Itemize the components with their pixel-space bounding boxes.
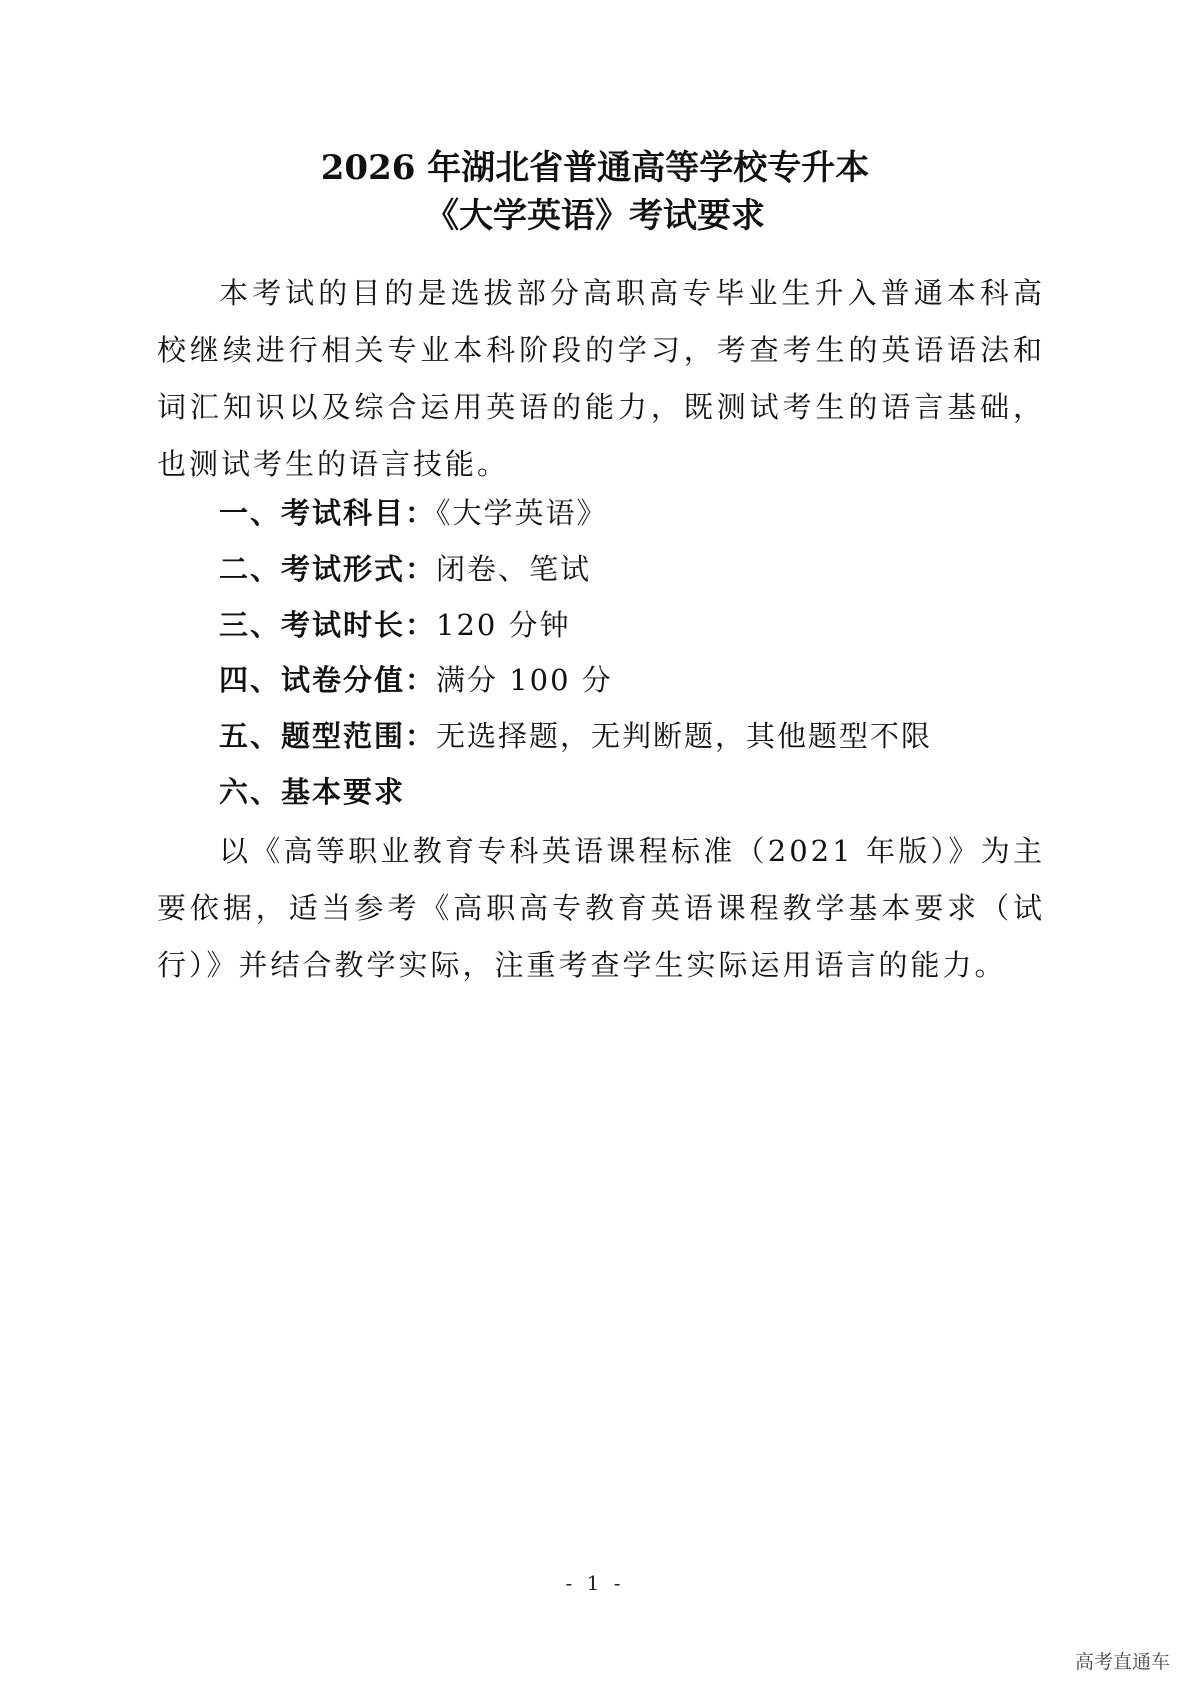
exam-format-label: 二、考试形式： <box>219 552 437 586</box>
page-number: - 1 - <box>565 1571 625 1595</box>
exam-subject-value: 《大学英语》 <box>436 496 608 530</box>
exam-format-item <box>219 549 591 589</box>
question-types-label: 五、题型范围： <box>219 719 437 753</box>
exam-score-value: 满分 100 分 <box>436 663 613 697</box>
exam-duration-label: 三、考试时长： <box>219 608 437 642</box>
question-types-item <box>219 716 932 756</box>
intro-paragraph: 本考试的目的是选拔部分高职高专毕业生升入普通本科高校继续进行相关专业本科阶段的学习，考查考生的英语语法和词汇知识以及综合运用英语的能力，既测试考生的语言基础，也测试考生的语言技能。 <box>157 276 1045 481</box>
question-types-value: 无选择题，无判断题，其他题型不限 <box>436 719 933 753</box>
watermark: 高考直通车 <box>1074 1651 1170 1673</box>
basic-requirements-label: 六、基本要求 <box>219 775 406 809</box>
document-title-line-1: 2026 年湖北省普通高等学校专升本 <box>320 148 870 188</box>
exam-subject-item <box>219 493 608 533</box>
exam-format-value: 闭卷、笔试 <box>436 552 592 586</box>
basis-paragraph: 以《高等职业教育专科英语课程标准（2021 年版）》为主要依据，适当参考《高职高专教育英语课程教学基本要求（试行）》并结合教学实际，注重考查学生实际运用语言的能力。 <box>157 834 1045 982</box>
exam-duration-value: 120 分钟 <box>436 608 571 642</box>
document-title-line-2: 《大学英语》考试要求 <box>425 196 765 236</box>
exam-subject-label: 一、考试科目： <box>219 496 437 530</box>
exam-duration-item <box>219 605 571 645</box>
exam-score-item <box>219 660 613 700</box>
basic-requirements-heading <box>219 772 405 812</box>
exam-score-label: 四、试卷分值： <box>219 663 437 697</box>
